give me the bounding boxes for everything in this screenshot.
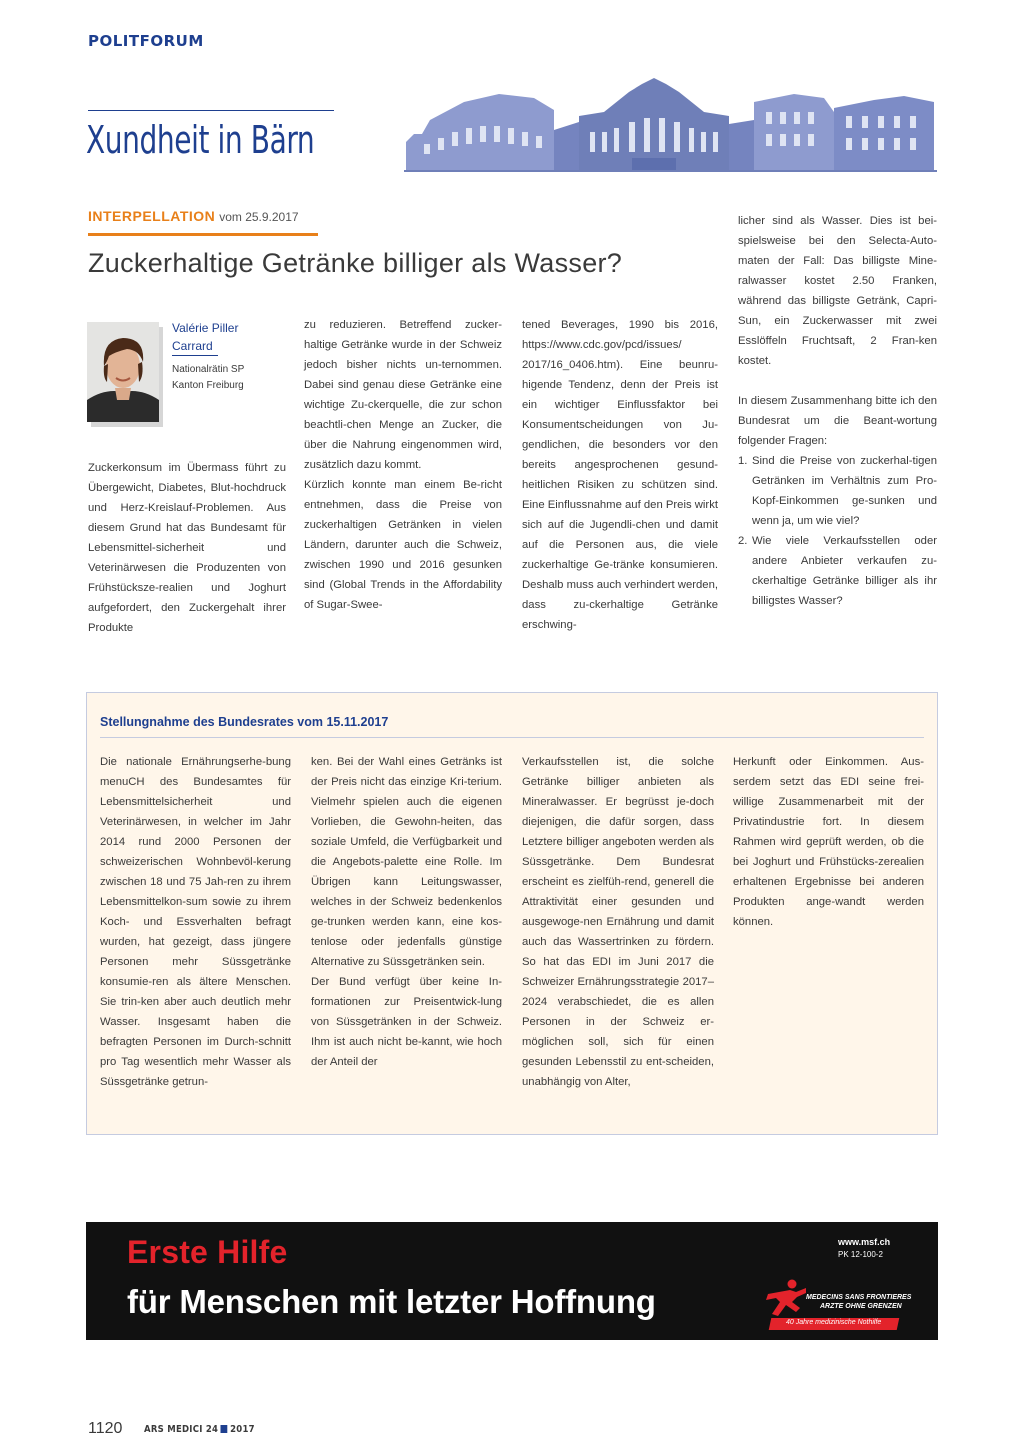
article-headline: Zuckerhaltige Getränke billiger als Wasser? xyxy=(88,248,623,278)
statement-column-4 xyxy=(733,752,924,932)
question-item xyxy=(738,451,937,531)
section-label: POLITFORUM xyxy=(88,32,204,50)
parliament-building-illustration xyxy=(404,72,937,172)
statement-paragraph: Verkaufsstellen ist, die solche Getränke billiger anbieten als Mineralwasser. Er begrüsst je-doch diejenigen, die dafür sorgen, dass Letztere billiger angeboten werden als Süssgetränke. Dem Bundesrat erscheint es zielfüh-rend, generell die Attraktivität einer gesunden und ausgewoge-nen Ernährung und damit auch das Wassertrinken zu fördern. So hat das EDI im Juni 2017 die Schweizer Ernährungsstrategie 2017–2024 verabschiedet, die es allen Personen in der Schweiz er-möglichen soll, sich für einen gesunden Lebensstil zu ent-scheiden, unabhängig von Alter, xyxy=(522,756,714,1088)
article-paragraph: Kürzlich konnte man einem Be-richt entnehmen, dass die Preise von zuckerhaltigen Getränken in vielen Ländern, darunter auch die Schweiz, zwischen 1990 und 2016 gesunken sind (Global Trends in the Affordability of Sugar-Swee- xyxy=(304,479,502,611)
page-number: 1120 xyxy=(88,1420,123,1437)
footer-square-icon xyxy=(221,1425,228,1433)
statement-paragraph: Herkunft oder Einkommen. Aus-serdem setzt das EDI seine frei-willige Zusammenarbeit mit der Privatindustrie fort. In diesem Rahmen wird geprüft werden, ob die bei Joghurt und Frühstücks-zerealien erhaltenen Ergebnisse bei anderen Produkten ange-wandt werden können. xyxy=(733,756,924,928)
ad-headline: Erste Hilfe xyxy=(127,1234,288,1270)
author-divider xyxy=(172,355,218,356)
msf-org-name-de: ARZTE OHNE GRENZEN xyxy=(820,1303,902,1310)
author-name xyxy=(172,319,280,355)
journal-footer xyxy=(144,1424,255,1435)
author-role xyxy=(172,362,280,394)
ad-website-link[interactable]: www.msf.ch xyxy=(838,1237,891,1247)
ad-postal-account: PK 12-100-2 xyxy=(838,1250,883,1259)
question-item xyxy=(738,531,937,611)
msf-running-man-icon xyxy=(762,1278,808,1318)
statement-title: Stellungnahme des Bundesrates vom 15.11.2017 xyxy=(100,715,389,729)
question-text: Wie viele Verkaufsstellen oder andere Anbieter verkaufen zu-ckerhaltige Getränke billiger als ihr billigstes Wasser? xyxy=(752,535,937,607)
statement-paragraph: Die nationale Ernährungserhe-bung menuCH des Bundesamtes für Lebensmittelsicherheit und Veterinärwesen, in welcher im Jahr 2014 rund 2000 Personen der schweizerischen Wohnbevöl-kerung zwischen 18 und 75 Jah-ren zu ihrem Lebensmittelkon-sum sowie zu ihrem Koch- und Essverhalten befragt wurden, hat gezeigt, dass jüngere Personen mehr Süssgetränke konsumie-ren als ältere Menschen. Sie trin-ken aber auch deutlich mehr Wasser. Insgesamt haben die befragten Personen im Durch-schnitt pro Tag wesentlich mehr Wasser als Süssgetränke getrun- xyxy=(100,756,291,1088)
msf-tagline: 40 Jahre medizinische Nothilfe xyxy=(786,1319,882,1326)
statement-column-2 xyxy=(311,752,502,1072)
article-paragraph: tened Beverages, 1990 bis 2016, https://www.cdc.gov/pcd/issues/ 2017/16_0406.htm). Eine beunru-higende Tendenz, denn der Preis ist ein wichtiger Einflussfaktor bei Konsumentscheidungen von Ju-gendlichen, die besonders vor den bereits angesprochenen gesund-heitlichen Risiken zu schützen sind. Eine Einflussnahme auf den Preis wirkt sich auf die Jugendli-chen und damit auf die Personen aus, die viele zuckerhaltige Ge-tränke konsumieren. Deshalb muss auch verhindert werden, dass zu-ckerhaltige Getränke erschwing- xyxy=(522,319,718,631)
article-column-2 xyxy=(304,315,502,615)
statement-divider xyxy=(100,737,924,738)
question-text: Sind die Preise von zuckerhal-tigen Getränken im Verhältnis zum Pro-Kopf-Einkommen ge-sunken und wenn ja, um wie viel? xyxy=(752,455,937,527)
author-name-line2: Carrard xyxy=(172,339,213,353)
article-column-3 xyxy=(522,315,718,635)
article-paragraph: licher sind als Wasser. Dies ist bei-spielsweise bei den Selecta-Auto-maten der Fall: Das billigste Mine-ralwasser kostet 2.50 Franken, während das billigste Getränk, Capri-Sun, ein Zuckerwasser mit zwei Esslöffeln Fruchtsaft, 2 Fran-ken kostet. xyxy=(738,215,937,367)
ad-subline: für Menschen mit letzter Hoffnung xyxy=(127,1283,656,1320)
msf-org-name-fr: MEDECINS SANS FRONTIERES xyxy=(806,1294,912,1301)
statement-paragraph: Der Bund verfügt über keine In-formationen zur Preisentwick-lung von Süssgetränken in der Schweiz. Ihm ist auch nicht be-kannt, wie hoch der Anteil der xyxy=(311,976,502,1068)
statement-column-1 xyxy=(100,752,291,1092)
page-title: Xundheit in Bärn xyxy=(86,118,315,162)
interpellation-date: vom 25.9.2017 xyxy=(219,210,299,224)
article-paragraph: zu reduzieren. Betreffend zucker-haltige Getränke wurde in der Schweiz jedoch bisher nichts un-ternommen. Dabei sind genau diese Getränke eine wichtige Zu-ckerquelle, die zur schon beachtli-chen Menge an Zucker, die über die Nahrung eingenommen wird, zusätzlich dazu kommt. xyxy=(304,319,502,471)
author-role-line2: Kanton Freiburg xyxy=(172,380,244,391)
interpellation-underline xyxy=(88,233,318,236)
question-number: 1. xyxy=(738,455,748,467)
article-column-4 xyxy=(738,211,937,611)
question-number: 2. xyxy=(738,535,748,547)
author-name-line1: Valérie Piller xyxy=(172,321,239,335)
article-paragraph: Zuckerkonsum im Übermass führt zu Übergewicht, Diabetes, Blut-hochdruck und Herz-Kreislauf-Problemen. Aus diesem Grund hat das Bundesamt für Lebensmittel-sicherheit und Veterinärwesen die Produzenten von Frühstücksze-realien und Joghurt aufgefordert, den Zuckergehalt ihrer Produkte xyxy=(88,462,286,634)
journal-year: 2017 xyxy=(230,1424,255,1435)
statement-paragraph: ken. Bei der Wahl eines Getränks ist der Preis nicht das einzige Kri-terium. Vielmehr spielen auch die eigenen Vorlieben, die Gewohn-heiten, das soziale Umfeld, die Verfügbarkeit und die Angebots-palette eine Rolle. Im Übrigen kann Leitungswasser, welches in der Schweiz bedenkenlos ge-trunken werden kann, eine kos-tenlose oder jedenfalls günstige Alternative zu Süssgetränken sein. xyxy=(311,756,502,968)
interpellation-keyword: INTERPELLATION xyxy=(88,208,216,224)
title-divider xyxy=(88,110,334,111)
paragraph-spacer xyxy=(738,371,937,391)
interpellation-tag xyxy=(88,208,299,224)
author-portrait xyxy=(87,322,159,422)
author-role-line1: Nationalrätin SP xyxy=(172,364,245,375)
question-intro: In diesem Zusammenhang bitte ich den Bundesrat um die Beant-wortung folgender Fragen: xyxy=(738,395,937,447)
journal-name: ARS MEDICI 24 xyxy=(144,1424,219,1435)
author-photo-illustration xyxy=(87,322,159,422)
article-column-1 xyxy=(88,458,286,638)
statement-column-3 xyxy=(522,752,714,1092)
